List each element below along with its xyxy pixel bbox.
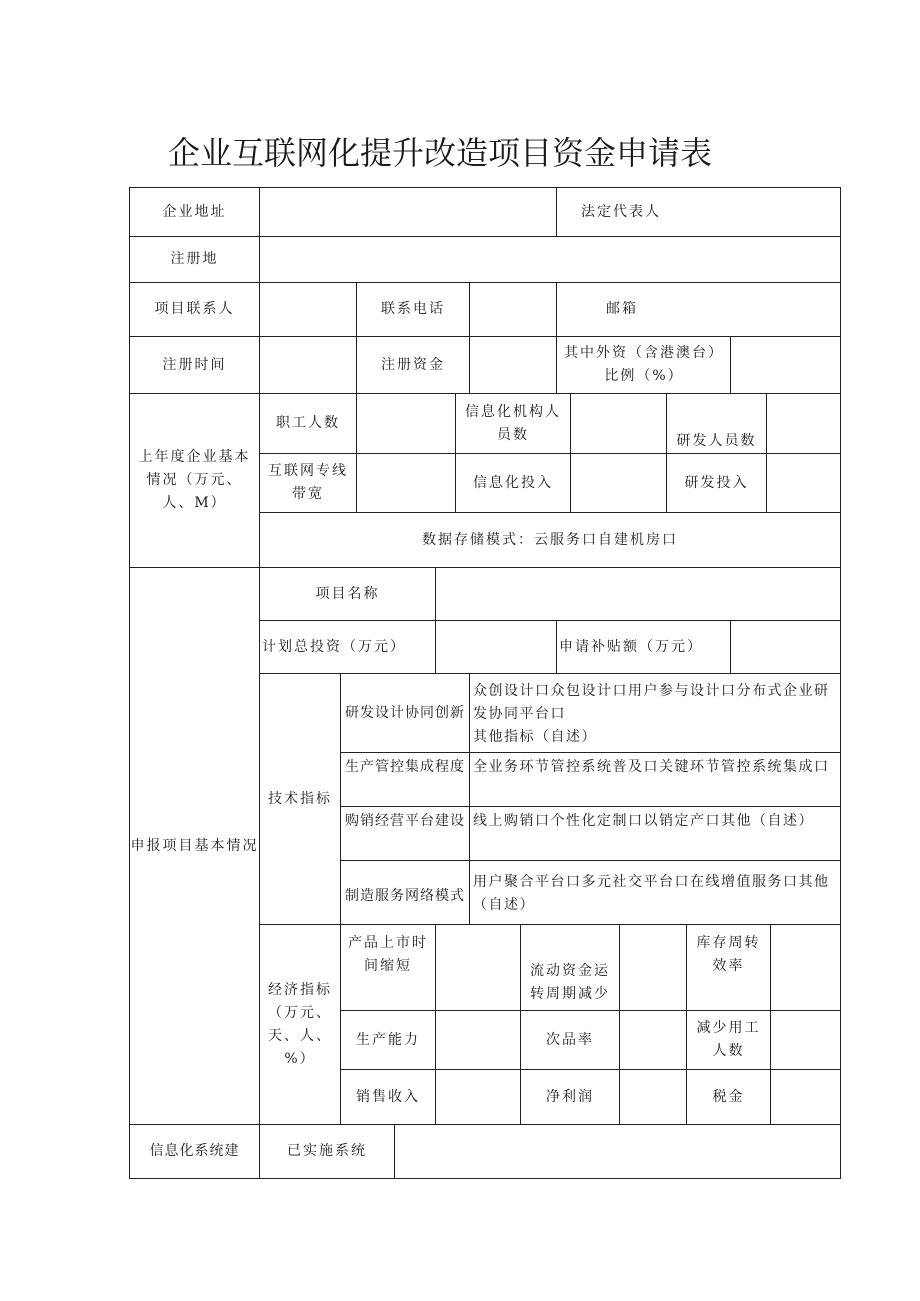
project-name-label: 项目名称 <box>315 585 380 602</box>
defect-rate-field[interactable] <box>620 1011 686 1069</box>
time-to-market-reduction-field[interactable] <box>436 925 520 1010</box>
it-investment-label: 信息化投入 <box>473 474 553 491</box>
time-to-market-reduction-label: 产品上市时间缩短 <box>348 935 428 974</box>
legal-rep-label: 法定代表人 <box>581 203 661 220</box>
rd-investment-label: 研发投入 <box>684 474 749 491</box>
registered-capital-label: 注册资金 <box>381 356 445 373</box>
foreign-capital-ratio-label: 其中外资（含港澳台）比例（%） <box>564 345 724 384</box>
registered-place-field[interactable] <box>260 237 840 282</box>
company-address-field[interactable] <box>260 188 556 236</box>
data-storage-mode[interactable]: 数据存储模式：云服务口自建机房口 <box>422 531 678 548</box>
rd-investment-field[interactable] <box>767 454 840 512</box>
email-label: 邮箱 <box>606 301 638 317</box>
basic-info-last-year-label: 上年度企业基本情况（万元、人、M） <box>138 449 251 511</box>
contact-phone-field[interactable] <box>470 283 556 336</box>
production-capacity-label: 生产能力 <box>356 1031 420 1048</box>
employee-count-label: 职工人数 <box>276 415 340 431</box>
table-border-bottom <box>129 1178 841 1179</box>
internet-bandwidth-field[interactable] <box>357 454 455 512</box>
foreign-capital-ratio-field[interactable] <box>731 337 840 393</box>
rd-collab-innovation-label: 研发设计协同创新 <box>345 704 465 721</box>
labor-reduction-field[interactable] <box>771 1011 840 1069</box>
implemented-systems-label: 已实施系统 <box>287 1143 367 1159</box>
implemented-systems-field[interactable] <box>395 1125 840 1178</box>
inventory-turnover-label: 库存周转效率 <box>696 935 761 974</box>
net-profit-label: 净利润 <box>546 1088 594 1105</box>
working-capital-turnover-label: 流动资金运转周期减少 <box>530 962 610 1002</box>
purchase-sales-platform-label: 购销经营平台建设 <box>345 812 465 829</box>
registered-place-label: 注册地 <box>170 251 219 267</box>
registration-time-label: 注册时间 <box>162 356 227 373</box>
rd-staff-count-label: 研发人员数 <box>676 433 757 449</box>
project-contact-label: 项目联系人 <box>154 301 235 317</box>
subsidy-requested-field[interactable] <box>731 621 840 673</box>
table-border-right <box>840 187 841 1179</box>
inventory-turnover-field[interactable] <box>771 925 840 1010</box>
project-name-field[interactable] <box>436 568 840 620</box>
page-title: 企业互联网化提升改造项目资金申请表 <box>168 134 713 172</box>
net-profit-field[interactable] <box>620 1070 686 1124</box>
tech-indicators-label: 技术指标 <box>268 790 332 807</box>
defect-rate-label: 次品率 <box>546 1031 594 1048</box>
it-staff-count-label: 信息化机构人员数 <box>465 403 561 443</box>
employee-count-field[interactable] <box>357 394 455 453</box>
project-contact-field[interactable] <box>260 283 356 336</box>
registration-time-field[interactable] <box>260 337 356 393</box>
company-address-label: 企业地址 <box>162 203 227 220</box>
taxes-label: 税金 <box>712 1088 745 1105</box>
economic-indicators-label: 经济指标（万元、天、人、%） <box>268 981 332 1067</box>
production-control-integration-label: 生产管控集成程度 <box>345 758 465 775</box>
production-control-options[interactable]: 全业务环节管控系统普及口关键环节管控系统集成口 <box>473 759 830 775</box>
planned-total-investment-label: 计划总投资（万元） <box>262 638 406 655</box>
working-capital-turnover-field[interactable] <box>620 925 686 1010</box>
purchase-sales-options[interactable]: 线上购销口个性化定制口以销定产口其他（自述） <box>473 813 814 829</box>
taxes-field[interactable] <box>771 1070 840 1124</box>
subsidy-requested-label: 申请补贴额（万元） <box>559 638 703 655</box>
registered-capital-field[interactable] <box>470 337 556 393</box>
it-investment-field[interactable] <box>571 454 666 512</box>
rd-staff-count-field[interactable] <box>767 394 840 453</box>
project-basic-info-label: 申报项目基本情况 <box>130 837 259 854</box>
internet-bandwidth-label: 互联网专线带宽 <box>268 463 348 502</box>
manufacturing-service-model-label: 制造服务网络模式 <box>345 888 465 904</box>
it-system-construction-label: 信息化系统建 <box>149 1143 240 1159</box>
sales-revenue-field[interactable] <box>436 1070 520 1124</box>
planned-total-investment-field[interactable] <box>436 621 556 673</box>
contact-phone-label: 联系电话 <box>381 301 445 317</box>
production-capacity-field[interactable] <box>436 1011 520 1069</box>
manufacturing-service-options[interactable]: 用户聚合平台口多元社交平台口在线增值服务口其他（自述） <box>473 874 830 913</box>
it-staff-count-field[interactable] <box>571 394 666 453</box>
rd-collab-options[interactable]: 众创设计口众包设计口用户参与设计口分布式企业研发协同平台口 其他指标（自述） <box>473 683 830 745</box>
sales-revenue-label: 销售收入 <box>356 1088 420 1105</box>
labor-reduction-label: 减少用工人数 <box>696 1020 761 1059</box>
email-field[interactable] <box>690 283 840 336</box>
